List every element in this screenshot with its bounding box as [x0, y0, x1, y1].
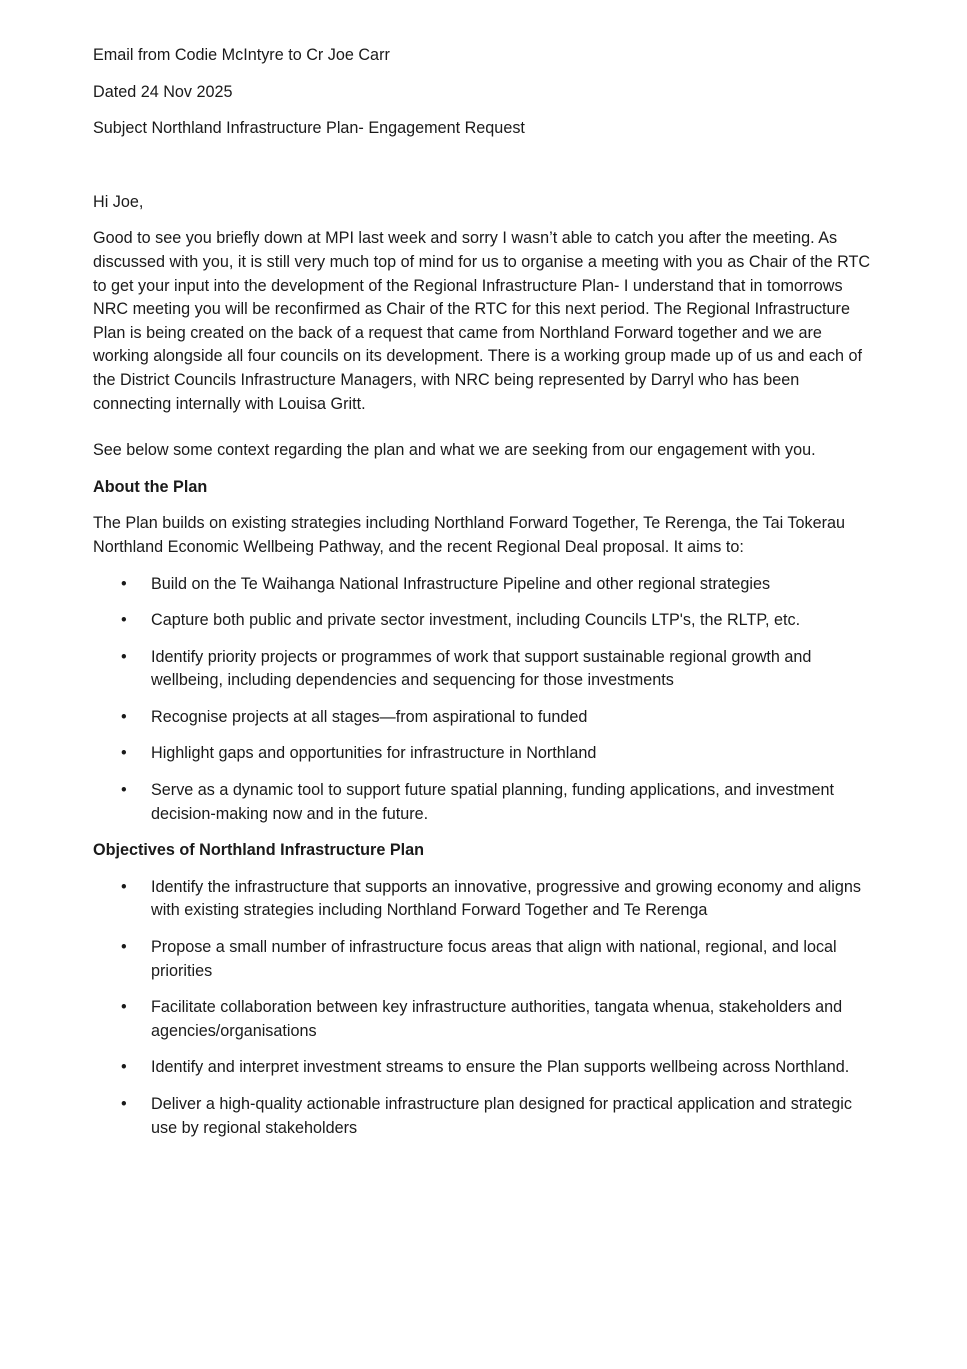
- bullet: •: [121, 611, 127, 630]
- list-item-text: Deliver a high-quality actionable infrastructure plan designed for practical application and strategic use by regional stakeholders: [151, 1095, 852, 1137]
- list-item-text: Identify and interpret investment streams to ensure the Plan supports wellbeing across Northland.: [151, 1058, 850, 1077]
- spacer: [93, 429, 873, 439]
- list-item-text: Propose a small number of infrastructure focus areas that align with national, regional, and local priorities: [151, 938, 837, 980]
- about-heading: About the Plan: [93, 477, 208, 496]
- list-item: [93, 936, 873, 983]
- bullet: •: [121, 781, 127, 800]
- email-document: [93, 44, 873, 1153]
- list-item: [93, 876, 873, 923]
- bullet: •: [121, 647, 127, 666]
- list-item: [93, 609, 873, 633]
- list-item: [93, 646, 873, 693]
- list-item-text: Serve as a dynamic tool to support future spatial planning, funding applications, and investment decision-making now and in the future.: [151, 781, 834, 823]
- list-item-text: Identify priority projects or programmes of work that support sustainable regional growth and wellbeing, including dependencies and sequencing for those investments: [151, 647, 812, 690]
- list-item-text: Build on the Te Waihanga National Infrastructure Pipeline and other regional strategies: [151, 574, 771, 593]
- body-paragraph-2: See below some context regarding the plan and what we are seeking from our engagement with you.: [93, 441, 816, 460]
- bullet: •: [121, 707, 127, 726]
- bullet: •: [121, 938, 127, 957]
- body-paragraph-1: Good to see you briefly down at MPI last week and sorry I wasn’t able to catch you after the meeting. As discussed with you, it is still very much top of mind for us to organise a meeting with you as Chair of the RTC to get your input into the development of the Regional Infrastructure Plan- I understand that in tomorrows NRC meeting you will be reconfirmed as Chair of the RTC for this next period. The Regional Infrastructure Plan is being created on the back of a request that came from Northland Forward together and we are working alongside all four councils on its development. There is a working group made up of us and each of the District Councils Infrastructure Managers, with NRC being represented by Darryl who has been connecting internally with Louisa Gritt.: [93, 229, 871, 413]
- objectives-heading: Objectives of Northland Infrastructure Plan: [93, 841, 425, 860]
- bullet: •: [121, 574, 127, 593]
- list-item-text: Highlight gaps and opportunities for infrastructure in Northland: [151, 744, 597, 763]
- bullet: •: [121, 744, 127, 763]
- list-item: [93, 996, 873, 1043]
- list-item-text: Identify the infrastructure that supports an innovative, progressive and growing economy and aligns with existing strategies including Northland Forward Together and Te Rerenga: [151, 877, 861, 920]
- objectives-list: [93, 876, 873, 1140]
- list-item: [93, 742, 873, 766]
- about-intro: The Plan builds on existing strategies including Northland Forward Together, Te Rerenga, the Tai Tokerau Northland Economic Wellbeing Pathway, and the recent Regional Deal proposal. It aims to:: [93, 514, 845, 556]
- list-item: [93, 1093, 873, 1140]
- greeting: Hi Joe,: [93, 192, 144, 211]
- about-list: [93, 573, 873, 827]
- list-item: [93, 1056, 873, 1080]
- list-item: [93, 573, 873, 597]
- spacer: [93, 154, 873, 191]
- bullet: •: [121, 877, 127, 896]
- list-item-text: Facilitate collaboration between key infrastructure authorities, tangata whenua, stakeholders and agencies/organisations: [151, 998, 843, 1040]
- list-item-text: Capture both public and private sector investment, including Councils LTP's, the RLTP, etc.: [151, 611, 801, 630]
- bullet: •: [121, 998, 127, 1017]
- bullet: •: [121, 1058, 127, 1077]
- email-date-line: Dated 24 Nov 2025: [93, 82, 233, 101]
- list-item: [93, 779, 873, 826]
- list-item: [93, 706, 873, 730]
- list-item-text: Recognise projects at all stages—from aspirational to funded: [151, 707, 588, 726]
- email-from-line: Email from Codie McIntyre to Cr Joe Carr: [93, 46, 390, 64]
- bullet: •: [121, 1095, 127, 1113]
- email-subject-line: Subject Northland Infrastructure Plan- Engagement Request: [93, 119, 525, 138]
